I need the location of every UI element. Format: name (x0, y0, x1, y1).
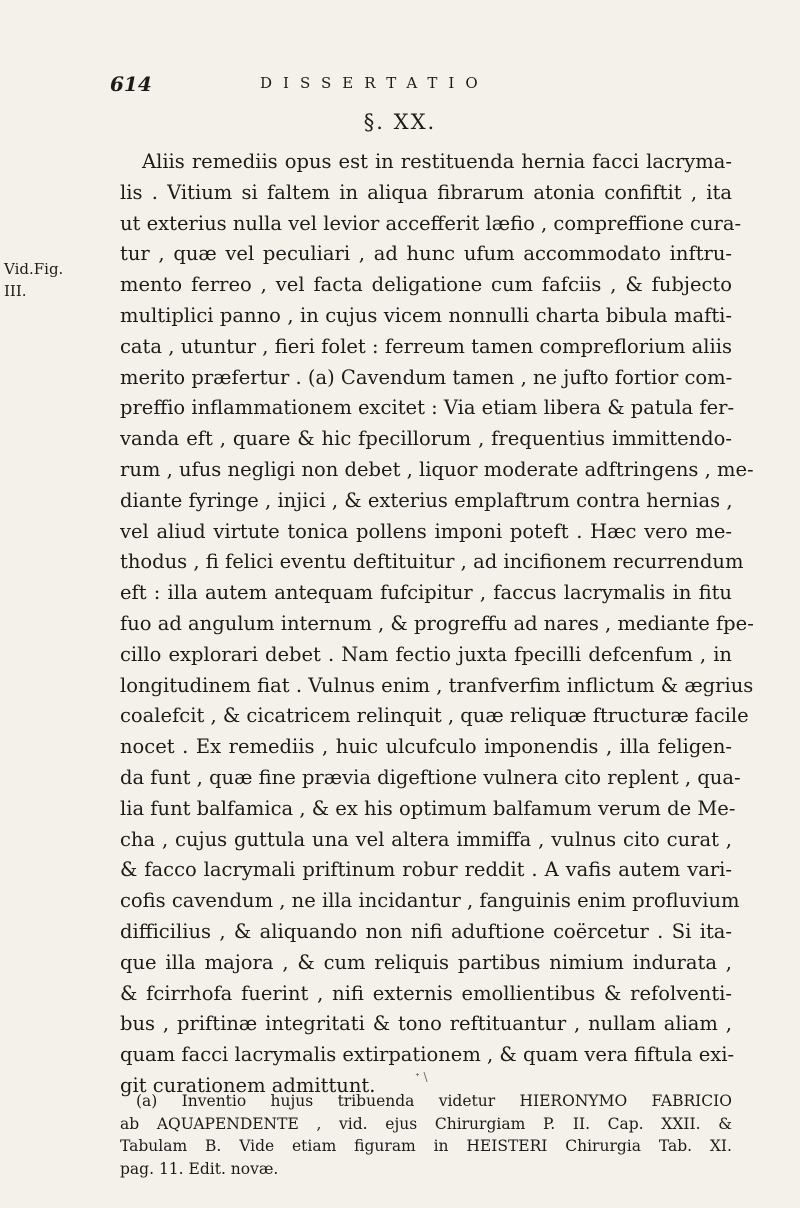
text-line: lis . Vitium si faltem in aliqua fibrarum atonia confiftit , ita (120, 180, 732, 204)
running-title: DISSERTATIO (260, 74, 489, 92)
margin-note-line-1: Vid.Fig. (4, 260, 64, 278)
text-line: difficilius , & aliquando non nifi aduftione coërcetur . Si ita- (120, 919, 732, 943)
text-line: mento ferreo , vel facta deligatione cum fafciis , & fubjecto (120, 273, 732, 297)
text-line: longitudinem fiat . Vulnus enim , tranfverfim inflictum & ægrius (120, 673, 754, 697)
text-line: bus , priftinæ integritati & tono reftituantur , nullam aliam , (120, 1012, 732, 1036)
text-line: merito præfertur . (a) Cavendum tamen , ne jufto fortior com- (120, 365, 733, 389)
stray-ink-mark: ᐩ \ (415, 1070, 428, 1084)
text-line: cha , cujus guttula una vel altera immiffa , vulnus cito curat , (120, 827, 732, 851)
margin-note (4, 258, 94, 302)
footnote-line: Tabulam B. Vide etiam figuram in HEISTERI Chirurgia Tab. XI. (120, 1137, 732, 1155)
text-line: tur , quæ vel peculiari , ad hunc ufum accommodato inftru- (120, 242, 732, 266)
text-line: da funt , quæ fine prævia digeftione vulnera cito replent , qua- (120, 765, 741, 789)
text-line: & fcirrhofa fuerint , nifi externis emollientibus & refolventi- (120, 981, 732, 1005)
text-line: eft : illa autem antequam fufcipitur , faccus lacrymalis in fitu (120, 581, 732, 605)
text-line: nocet . Ex remediis , huic ulcufculo imponendis , illa feligen- (120, 735, 732, 759)
text-line: cata , utuntur , fieri folet : ferreum tamen compreflorium aliis (120, 334, 732, 358)
section-heading: §. XX. (363, 110, 437, 134)
text-line: que illa majora , & cum reliquis partibus nimium indurata , (120, 950, 732, 974)
footnote (120, 1090, 732, 1180)
text-line: cofis cavendum , ne illa incidantur , fanguinis enim profluvium (120, 889, 740, 913)
text-line: vel aliud virtute tonica pollens imponi poteft . Hæc vero me- (120, 519, 732, 543)
text-line: diante fyringe , injici , & exterius emplaftrum contra hernias , (120, 488, 733, 512)
footnote-line: ab AQUAPENDENTE , vid. ejus Chirurgiam P. II. Cap. XXII. & (120, 1114, 732, 1133)
page-number: 614 (110, 72, 152, 96)
text-line: Aliis remediis opus est in restituenda hernia facci lacryma- (142, 150, 732, 173)
text-line: ut exterius nulla vel levior accefferit læfio , compreffione cura- (120, 211, 742, 235)
body-paragraph (120, 147, 754, 1102)
margin-note-line-2: III. (4, 282, 27, 300)
text-line: & facco lacrymali priftinum robur reddit . A vafis autem vari- (120, 858, 732, 882)
text-line: quam facci lacrymalis extirpationem , & quam vera fiftula exi- (120, 1043, 735, 1067)
text-line: thodus , fi felici eventu deftituitur , ad incifionem recurrendum (120, 550, 744, 574)
text-line: multiplici panno , in cujus vicem nonnulli charta bibula mafti- (120, 303, 732, 327)
text-line: rum , ufus negligi non debet , liquor moderate adftringens , me- (120, 457, 754, 481)
page-header (110, 72, 710, 102)
text-line: git curationem admittunt. (120, 1073, 376, 1097)
text-line: lia funt balfamica , & ex his optimum balfamum verum de Me- (120, 796, 736, 820)
text-line: preffio inflammationem excitet : Via etiam libera & patula fer- (120, 396, 735, 420)
footnote-line: (a) Inventio hujus tribuenda videtur HIERONYMO FABRICIO (136, 1092, 732, 1110)
text-line: fuo ad angulum internum , & progreffu ad nares , mediante fpe- (120, 611, 754, 635)
text-line: vanda eft , quare & hic fpecillorum , frequentius immittendo- (120, 427, 732, 451)
text-line: coalefcit , & cicatricem relinquit , quæ reliquæ ftructuræ facile (120, 704, 749, 728)
footnote-line: pag. 11. Edit. novæ. (120, 1159, 279, 1178)
text-line: cillo explorari debet . Nam fectio juxta fpecilli defcenfum , in (120, 642, 732, 666)
